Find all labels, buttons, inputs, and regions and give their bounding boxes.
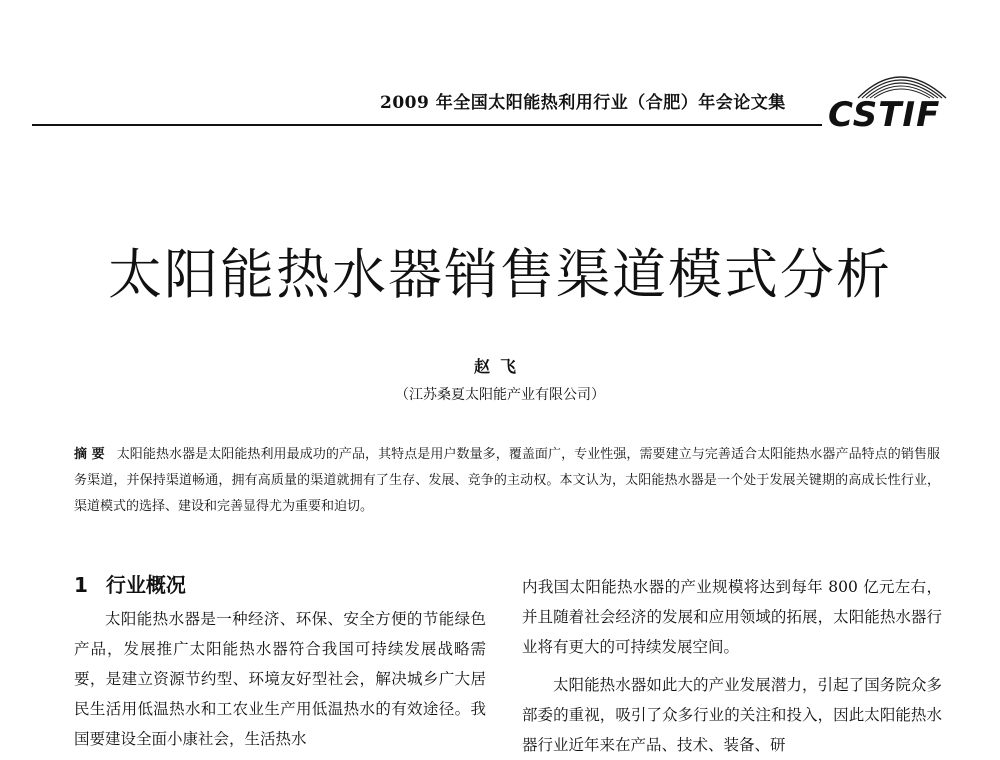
cstif-logo [828,58,968,135]
abstract-text: 太阳能热水器是太阳能热利用最成功的产品，其特点是用户数量多，覆盖面广，专业性强，需要建立与完善适合太阳能热水器产品特点的销售服务渠道，并保持渠道畅通，拥有高质量的渠道就拥有了生存、发展、竞争的主动权。本文认为，太阳能热水器是一个处于发展关键期的高成长性行业，渠道模式的选择、建设和完善显得尤为重要和迫切。 [74,447,940,514]
cstif-logo-text: CSTIF [828,95,941,135]
right-column [522,572,942,760]
proceedings-title: 2009 年全国太阳能热利用行业（合肥）年会论文集 [380,93,786,113]
section-number: 1 [74,573,88,597]
paragraph: 内我国太阳能热水器的产业规模将达到每年 800 亿元左右，并且随着社会经济的发展和应用领域的拓展，太阳能热水器行业将有更大的可持续发展空间。 [522,578,942,656]
header-rule [32,124,822,126]
author-affiliation: （江苏桑夏太阳能产业有限公司） [395,387,605,403]
paper-title: 太阳能热水器销售渠道模式分析 [108,243,892,306]
section-title: 行业概况 [105,573,186,597]
abstract [74,442,940,520]
section-heading [74,568,486,602]
abstract-label: 摘 要 [74,447,105,462]
paragraph: 太阳能热水器是一种经济、环保、安全方便的节能绿色产品，发展推广太阳能热水器符合我国可持续发展战略需要，是建立资源节约型、环境友好型社会，解决城乡广大居民生活用低温热水和工农业生产用低温热水的有效途径。我国要建设全面小康社会，生活热水 [74,610,486,748]
left-column [74,568,486,754]
paragraph: 太阳能热水器如此大的产业发展潜力，引起了国务院众多部委的重视，吸引了众多行业的关注和投入，因此太阳能热水器行业近年来在产品、技术、装备、研 [522,676,942,754]
author-name: 赵飞 [473,357,526,376]
